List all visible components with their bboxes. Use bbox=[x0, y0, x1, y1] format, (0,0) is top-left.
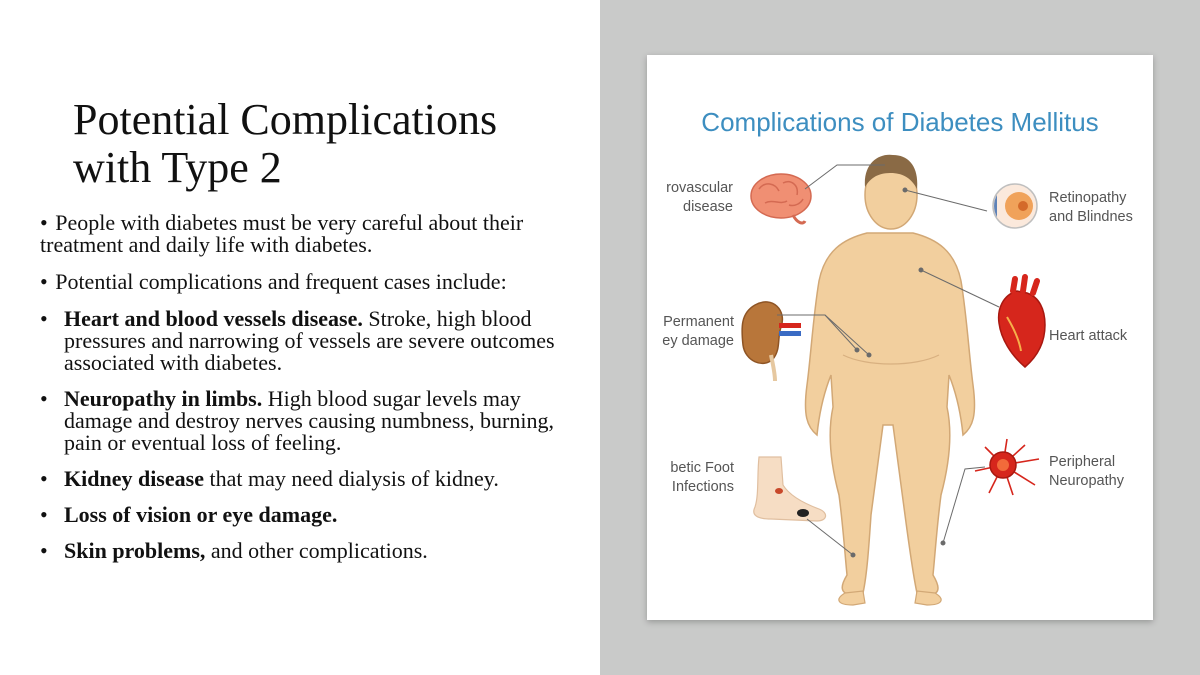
label-heart-attack: Heart attack bbox=[1049, 328, 1128, 344]
label-foot-line-1: betic Foot bbox=[670, 460, 734, 476]
label-cerebrovascular bbox=[647, 179, 733, 217]
leader-dot-neuropathy bbox=[941, 541, 945, 545]
kidney-icon bbox=[742, 302, 801, 381]
slide-title bbox=[73, 96, 593, 192]
complication-heading: Skin problems, bbox=[64, 538, 206, 563]
complication-text: Stroke, high blood pressures and narrowing of vessels are severe outcomes associated with diabetes. bbox=[64, 306, 555, 375]
complication-text: and other complications. bbox=[205, 538, 428, 563]
complication-heading: Neuropathy in limbs. bbox=[64, 386, 263, 411]
label-peripheral-neuropathy bbox=[1049, 453, 1149, 491]
label-retinopathy-line-2: and Blindnes bbox=[1049, 209, 1133, 225]
label-kidney-damage bbox=[647, 313, 734, 351]
heart-icon bbox=[999, 277, 1045, 367]
label-retinopathy-line-1: Retinopathy bbox=[1049, 190, 1127, 206]
intro-bullet: • Potential complications and frequent cases include: bbox=[40, 269, 507, 294]
figure-title: Complications of Diabetes Mellitus bbox=[701, 107, 1099, 137]
leader-dot-foot bbox=[851, 553, 855, 557]
label-cerebrovascular-line-1: rovascular bbox=[666, 180, 733, 196]
foot-icon bbox=[754, 457, 826, 521]
diabetes-figure bbox=[647, 55, 1153, 620]
complication-text: that may need dialysis of kidney. bbox=[203, 466, 499, 491]
complication-item: • Neuropathy in limbs. High blood sugar levels may damage and destroy nerves causing numbness, burning, pain or eventual loss of feeling. bbox=[40, 386, 554, 455]
complication-item: • Heart and blood vessels disease. Stroke, high blood pressures and narrowing of vessels are severe outcomes associated with diabetes. bbox=[40, 306, 555, 375]
intro-bullet: • People with diabetes must be very careful about their treatment and daily life with diabetes. bbox=[40, 210, 524, 257]
complication-heading: Kidney disease bbox=[64, 466, 204, 491]
leader-dot-heart bbox=[919, 268, 923, 272]
brain-icon bbox=[751, 174, 811, 223]
label-foot-line-2: Infections bbox=[671, 479, 734, 495]
complication-text: High blood sugar levels may damage and destroy nerves causing numbness, burning, pain or eventual loss of feeling. bbox=[64, 386, 554, 455]
bullet-list bbox=[40, 212, 580, 576]
label-neuropathy-line-1: Peripheral bbox=[1049, 454, 1116, 470]
complication-item: • Skin problems, and other complications. bbox=[40, 538, 428, 563]
label-diabetic-foot bbox=[647, 459, 734, 497]
leader-dot-eye bbox=[903, 188, 907, 192]
complication-heading: Heart and blood vessels disease. bbox=[64, 306, 363, 331]
slide-title-line-1: Potential Complications bbox=[73, 95, 498, 144]
slide-title-line-2: with Type 2 bbox=[73, 143, 282, 192]
complication-item: • Loss of vision or eye damage. bbox=[40, 502, 338, 527]
complication-heading: Loss of vision or eye damage. bbox=[64, 502, 338, 527]
label-kidney-line-2: ey damage bbox=[662, 333, 734, 349]
label-retinopathy bbox=[1049, 189, 1149, 227]
leader-dot-kidney-2 bbox=[855, 348, 859, 352]
label-kidney-line-1: Permanent bbox=[663, 314, 734, 330]
complication-item: • Kidney disease that may need dialysis of kidney. bbox=[40, 466, 499, 491]
label-cerebrovascular-line-2: disease bbox=[683, 199, 733, 215]
label-neuropathy-line-2: Neuropathy bbox=[1049, 473, 1124, 489]
leader-dot-kidney-1 bbox=[867, 353, 871, 357]
eye-icon bbox=[993, 184, 1037, 228]
intro-bullet-text: Potential complications and frequent cases include: bbox=[55, 269, 507, 294]
leader-line-neuropathy bbox=[943, 467, 985, 543]
intro-bullet-text: People with diabetes must be very careful about their treatment and daily life with diabetes. bbox=[40, 210, 524, 257]
